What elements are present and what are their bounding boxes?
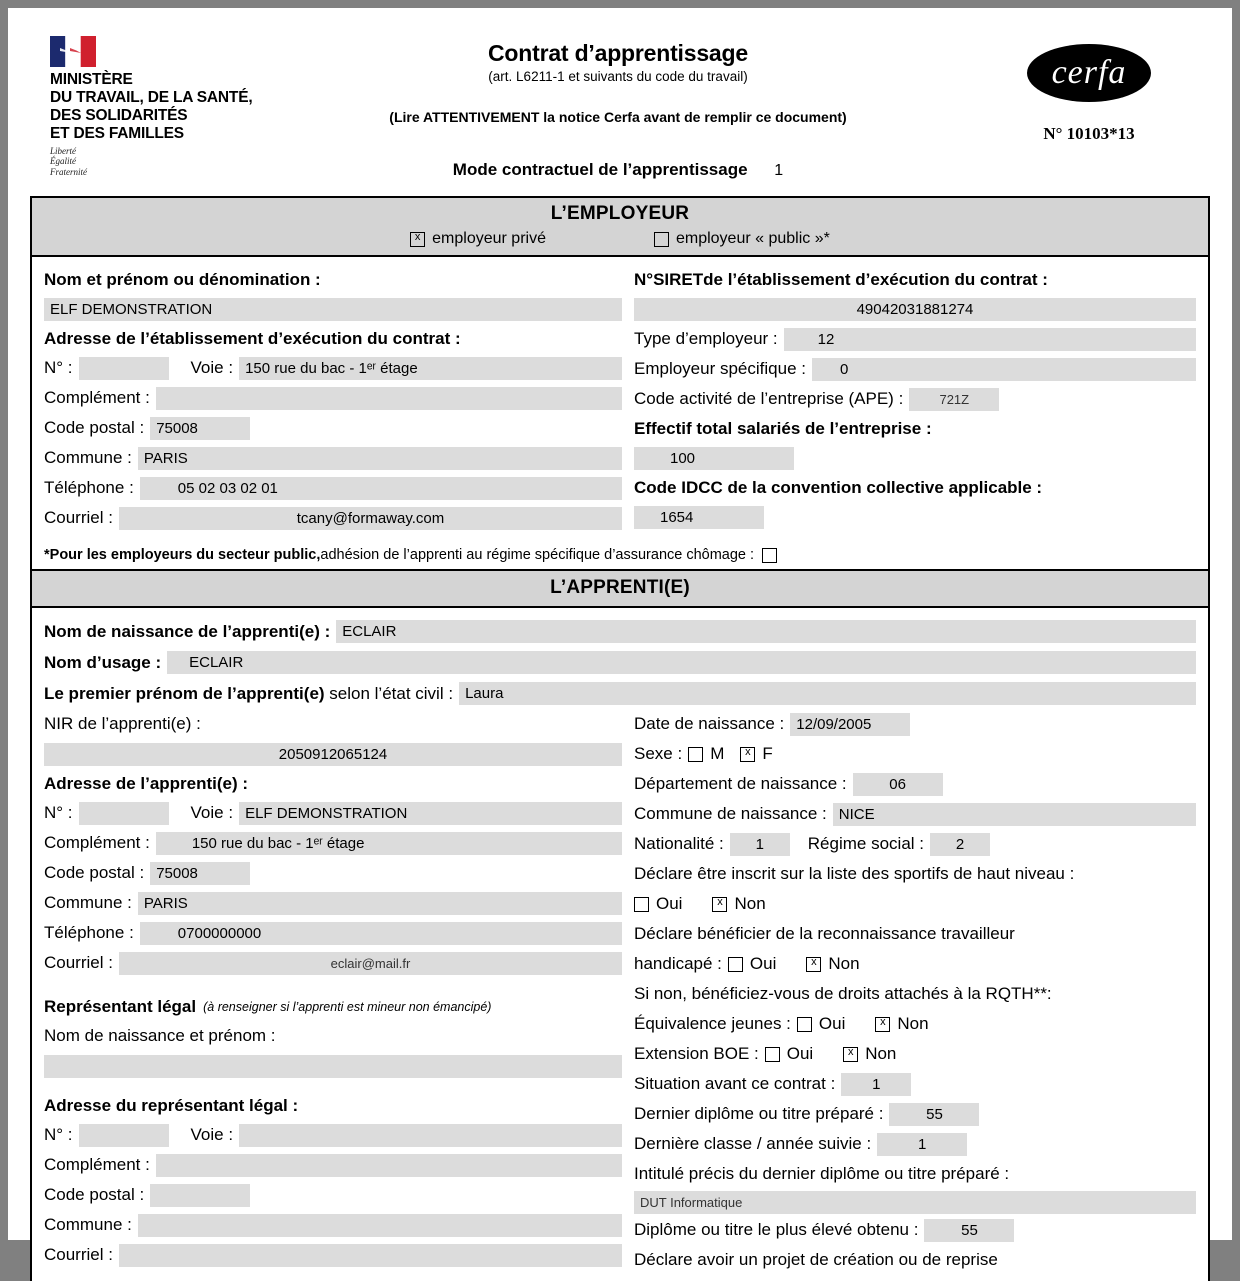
apprentice-sportif-label: Déclare être inscrit sur la liste des sportifs de haut niveau : xyxy=(634,864,1075,883)
legal-rep-complement-label: Complément : xyxy=(44,1155,150,1174)
employer-cp-label: Code postal : xyxy=(44,418,145,437)
apprentice-sexe-f-option[interactable] xyxy=(740,744,772,764)
employer-mail-label: Courriel : xyxy=(44,508,113,527)
apprentice-rqth-label: Si non, bénéficiez-vous de droits attachés à la RQTH**: xyxy=(634,984,1052,1003)
employer-siret-input[interactable]: 49042031881274 xyxy=(634,298,1196,321)
sexe-m-label: M xyxy=(710,744,725,763)
french-flag-icon xyxy=(50,36,96,67)
apprentice-birthname-label: Nom de naissance de l’apprenti(e) : xyxy=(44,621,331,641)
apprentice-usagename-input[interactable]: ECLAIR xyxy=(167,651,1196,674)
apprentice-firstname-label xyxy=(44,684,453,704)
employer-mail-input[interactable]: tcany@formaway.com xyxy=(119,507,622,530)
apprentice-nir-input[interactable]: 2050912065124 xyxy=(44,743,622,766)
notice-warning: (Lire ATTENTIVEMENT la notice Cerfa avant de remplir ce document) xyxy=(389,109,847,125)
ministry-line-3: DES SOLIDARITÉS xyxy=(50,106,188,124)
firstname-rest: selon l’état civil : xyxy=(324,683,454,703)
legal-rep-num-label: N° : xyxy=(44,1125,73,1144)
legal-rep-title: Représentant légal xyxy=(44,996,197,1016)
employer-tel-label: Téléphone : xyxy=(44,478,134,497)
sportif-oui-checkbox[interactable] xyxy=(634,897,649,912)
employer-public-checkbox[interactable] xyxy=(654,232,669,247)
boe-oui-checkbox[interactable] xyxy=(765,1047,780,1062)
legal-rep-name-label: Nom de naissance et prénom : xyxy=(44,1026,276,1045)
siret-bold: N°SIRET xyxy=(634,269,704,289)
apprentice-nationality-label: Nationalité : xyxy=(634,834,724,853)
apprentice-voie-input[interactable]: ELF DEMONSTRATION xyxy=(239,802,622,825)
apprentice-birthname-input[interactable]: ECLAIR xyxy=(336,620,1196,643)
apprentice-complement-input[interactable]: 150 rue du bac - 1ᵉʳ étage xyxy=(156,832,622,855)
sexe-m-checkbox[interactable] xyxy=(688,747,703,762)
apprentice-projet-label: Déclare avoir un projet de création ou de reprise xyxy=(634,1250,998,1269)
employer-public-label: employeur « public »* xyxy=(675,230,830,247)
legal-rep-address-title: Adresse du représentant légal : xyxy=(44,1095,299,1115)
apprentice-equiv-label: Équivalence jeunes : xyxy=(634,1014,791,1033)
employer-address-title: Adresse de l’établissement d’exécution du contrat : xyxy=(44,328,461,348)
employer-effectif-label: Effectif total salariés de l’entreprise : xyxy=(634,418,932,438)
ministry-line-4: ET DES FAMILLES xyxy=(50,124,184,142)
apprentice-diplomatitle-label: Intitulé précis du dernier diplôme ou titre préparé : xyxy=(634,1164,1010,1183)
equiv-non-label: Non xyxy=(897,1014,929,1033)
apprentice-section-body xyxy=(32,608,1208,1281)
employer-section-body xyxy=(32,257,1208,539)
apprentice-mail-label: Courriel : xyxy=(44,953,113,972)
apprentice-right-column xyxy=(622,709,1196,1275)
motto-fraternite: Fraternité xyxy=(50,167,87,178)
apprentice-communebirth-label: Commune de naissance : xyxy=(634,804,827,823)
boe-oui-label: Oui xyxy=(786,1044,814,1063)
sportif-non-label: Non xyxy=(734,894,766,913)
boe-oui-option[interactable] xyxy=(765,1044,813,1064)
apprentice-sexe-m-option[interactable] xyxy=(688,744,724,764)
siret-rest: de l’établissement d’exécution du contrat : xyxy=(703,269,1048,289)
apprentice-cp-input[interactable]: 75008 xyxy=(150,862,250,885)
employer-left-column xyxy=(44,265,622,533)
apprentice-num-input[interactable] xyxy=(79,802,169,825)
equiv-oui-label: Oui xyxy=(818,1014,846,1033)
employer-voie-label: Voie : xyxy=(190,358,234,377)
apprentice-nir-label: NIR de l’apprenti(e) : xyxy=(44,714,201,733)
apprentice-situation-input[interactable]: 1 xyxy=(841,1073,911,1096)
handicap-oui-option[interactable] xyxy=(728,954,776,974)
firstname-bold: Le premier prénom de l’apprenti(e) xyxy=(44,683,325,703)
apprentice-boe-label: Extension BOE : xyxy=(634,1044,759,1063)
public-note-bold: *Pour les employeurs du secteur public, xyxy=(44,547,321,563)
employer-commune-label: Commune : xyxy=(44,448,132,467)
cerfa-block xyxy=(994,44,1184,144)
employer-effectif-input[interactable]: 100 xyxy=(634,447,794,470)
apprentice-lastdiploma-input[interactable]: 55 xyxy=(889,1103,979,1126)
ministry-line-1: MINISTÈRE xyxy=(50,71,133,88)
handicap-oui-checkbox[interactable] xyxy=(728,957,743,972)
apprentice-highestdiploma-input[interactable]: 55 xyxy=(924,1219,1014,1242)
employer-type-input[interactable]: 12 xyxy=(784,328,1196,351)
equiv-oui-option[interactable] xyxy=(797,1014,845,1034)
apprentice-commune-input[interactable]: PARIS xyxy=(138,892,622,915)
apprentice-firstname-input[interactable]: Laura xyxy=(459,682,1196,705)
apprentice-lastdiploma-label: Dernier diplôme ou titre préparé : xyxy=(634,1104,884,1123)
apprentice-tel-input[interactable]: 0700000000 xyxy=(140,922,622,945)
employer-siret-label xyxy=(634,265,1196,294)
apprentice-dept-input[interactable]: 06 xyxy=(853,773,943,796)
apprentice-nationality-input[interactable]: 1 xyxy=(730,833,790,856)
apprentice-lastclass-input[interactable]: 1 xyxy=(877,1133,967,1156)
employer-idcc-label: Code IDCC de la convention collective applicable : xyxy=(634,477,1043,497)
apprentice-tel-label: Téléphone : xyxy=(44,923,134,942)
apprentice-section-band xyxy=(32,571,1208,608)
employer-complement-input[interactable] xyxy=(156,387,622,410)
employer-idcc-input[interactable]: 1654 xyxy=(634,506,764,529)
apprentice-nir-label-row xyxy=(44,709,622,739)
equiv-oui-checkbox[interactable] xyxy=(797,1017,812,1032)
apprentice-sexe-label: Sexe : xyxy=(634,744,683,763)
employer-num-label: N° : xyxy=(44,358,73,377)
document-header xyxy=(8,8,1232,188)
employer-commune-input[interactable]: PARIS xyxy=(138,447,622,470)
motto-egalite: Égalité xyxy=(50,156,76,167)
legal-rep-cp-input[interactable] xyxy=(150,1184,250,1207)
apprentice-handicap-label-line2: handicapé : xyxy=(634,954,722,973)
handicap-non-label: Non xyxy=(828,954,860,973)
employer-section-title: L’EMPLOYEUR xyxy=(550,203,690,224)
mode-contractuel-value: 1 xyxy=(774,162,784,179)
handicap-non-option[interactable] xyxy=(806,954,859,974)
apprentice-left-column xyxy=(44,709,622,1275)
apprentice-regime-label: Régime social : xyxy=(807,834,924,853)
apprentice-voie-label: Voie : xyxy=(190,803,234,822)
motto-liberte: Liberté xyxy=(50,145,76,156)
apprentice-birthdate-input[interactable]: 12/09/2005 xyxy=(790,713,910,736)
document-subtitle: (art. L6211-1 et suivants du code du travail) xyxy=(488,69,748,84)
apprentice-address-title: Adresse de l’apprenti(e) : xyxy=(44,773,249,793)
employer-tel-input[interactable]: 05 02 03 02 01 xyxy=(140,477,622,500)
apprentice-diplomatitle-input[interactable]: DUT Informatique xyxy=(634,1191,1196,1214)
apprentice-regime-input[interactable]: 2 xyxy=(930,833,990,856)
public-sector-note xyxy=(32,539,1208,571)
legal-rep-num-input[interactable] xyxy=(79,1124,169,1147)
ministry-line-2: DU TRAVAIL, DE LA SANTÉ, xyxy=(50,88,253,106)
legal-rep-voie-input[interactable] xyxy=(239,1124,622,1147)
legal-rep-mail-label: Courriel : xyxy=(44,1245,113,1264)
employer-right-column xyxy=(622,265,1196,533)
cerfa-logo: cerfa xyxy=(1027,44,1151,102)
legal-rep-name-input[interactable] xyxy=(44,1055,622,1078)
legal-rep-commune-input[interactable] xyxy=(138,1214,622,1237)
employer-num-input[interactable] xyxy=(79,357,169,380)
form-frame xyxy=(30,196,1210,1281)
sexe-f-checkbox[interactable] xyxy=(740,747,755,762)
cerfa-number: N° 10103*13 xyxy=(1043,124,1135,143)
legal-rep-title-row xyxy=(44,992,622,1021)
public-chomage-checkbox[interactable] xyxy=(762,548,777,563)
employer-private-label: employeur privé xyxy=(432,230,546,247)
employer-specific-input[interactable]: 0 xyxy=(812,358,1196,381)
sexe-f-label: F xyxy=(762,744,773,763)
sportif-non-option[interactable] xyxy=(712,894,765,914)
apprentice-cp-label: Code postal : xyxy=(44,863,145,882)
boe-non-checkbox[interactable] xyxy=(843,1047,858,1062)
boe-non-label: Non xyxy=(865,1044,897,1063)
handicap-non-checkbox[interactable] xyxy=(806,957,821,972)
employer-private-option[interactable] xyxy=(410,230,546,248)
apprentice-mail-input[interactable]: eclair@mail.fr xyxy=(119,952,622,975)
apprentice-complement-label: Complément : xyxy=(44,833,150,852)
title-block xyxy=(338,40,898,125)
legal-rep-complement-input[interactable] xyxy=(156,1154,622,1177)
apprentice-commune-label: Commune : xyxy=(44,893,132,912)
employer-name-label: Nom et prénom ou dénomination : xyxy=(44,269,321,289)
apprentice-section-title: L’APPRENTI(E) xyxy=(550,577,690,598)
legal-rep-title-note: (à renseigner si l’apprenti est mineur non émancipé) xyxy=(203,999,492,1014)
employer-ape-label: Code activité de l’entreprise (APE) : xyxy=(634,389,904,408)
employer-type-label: Type d’employeur : xyxy=(634,329,778,348)
apprentice-birthdate-label: Date de naissance : xyxy=(634,714,785,733)
employer-name-input[interactable]: ELF DEMONSTRATION xyxy=(44,298,622,321)
employer-specific-label: Employeur spécifique : xyxy=(634,359,806,378)
mode-contractuel-line xyxy=(338,160,898,180)
public-note-rest: adhésion de l’apprenti au régime spécifique d’assurance chômage : xyxy=(320,547,755,563)
employer-private-checkbox[interactable] xyxy=(410,232,425,247)
boe-non-option[interactable] xyxy=(843,1044,896,1064)
legal-rep-cp-label: Code postal : xyxy=(44,1185,145,1204)
apprentice-communebirth-input[interactable]: NICE xyxy=(833,803,1196,826)
apprentice-dept-label: Département de naissance : xyxy=(634,774,847,793)
republic-motto xyxy=(50,146,350,178)
sportif-oui-label: Oui xyxy=(656,894,683,913)
document-page xyxy=(8,8,1232,1269)
employer-complement-label: Complément : xyxy=(44,388,150,407)
employer-type-options xyxy=(32,230,1208,248)
document-title: Contrat d’apprentissage xyxy=(488,40,748,66)
legal-rep-voie-label: Voie : xyxy=(190,1125,234,1144)
employer-cp-input[interactable]: 75008 xyxy=(150,417,250,440)
employer-public-option[interactable] xyxy=(654,230,830,248)
apprentice-lastclass-label: Dernière classe / année suivie : xyxy=(634,1134,872,1153)
employer-voie-input[interactable]: 150 rue du bac - 1ᵉʳ étage xyxy=(239,357,622,380)
apprentice-num-label: N° : xyxy=(44,803,73,822)
handicap-oui-label: Oui xyxy=(749,954,777,973)
mode-contractuel-label: Mode contractuel de l’apprentissage xyxy=(452,160,748,179)
equiv-non-option[interactable] xyxy=(875,1014,928,1034)
sportif-oui-option[interactable] xyxy=(634,894,682,914)
employer-section-band xyxy=(32,198,1208,257)
ministry-block xyxy=(50,36,350,178)
employer-ape-input[interactable]: 721Z xyxy=(909,388,999,411)
apprentice-handicap-label-line1: Déclare bénéficier de la reconnaissance travailleur xyxy=(634,924,1015,943)
ministry-name xyxy=(50,71,350,143)
equiv-non-checkbox[interactable] xyxy=(875,1017,890,1032)
apprentice-situation-label: Situation avant ce contrat : xyxy=(634,1074,836,1093)
legal-rep-mail-input[interactable] xyxy=(119,1244,622,1267)
apprentice-highestdiploma-label: Diplôme ou titre le plus élevé obtenu : xyxy=(634,1220,919,1239)
apprentice-usagename-label: Nom d’usage : xyxy=(44,652,162,672)
sportif-non-checkbox[interactable] xyxy=(712,897,727,912)
legal-rep-commune-label: Commune : xyxy=(44,1215,132,1234)
